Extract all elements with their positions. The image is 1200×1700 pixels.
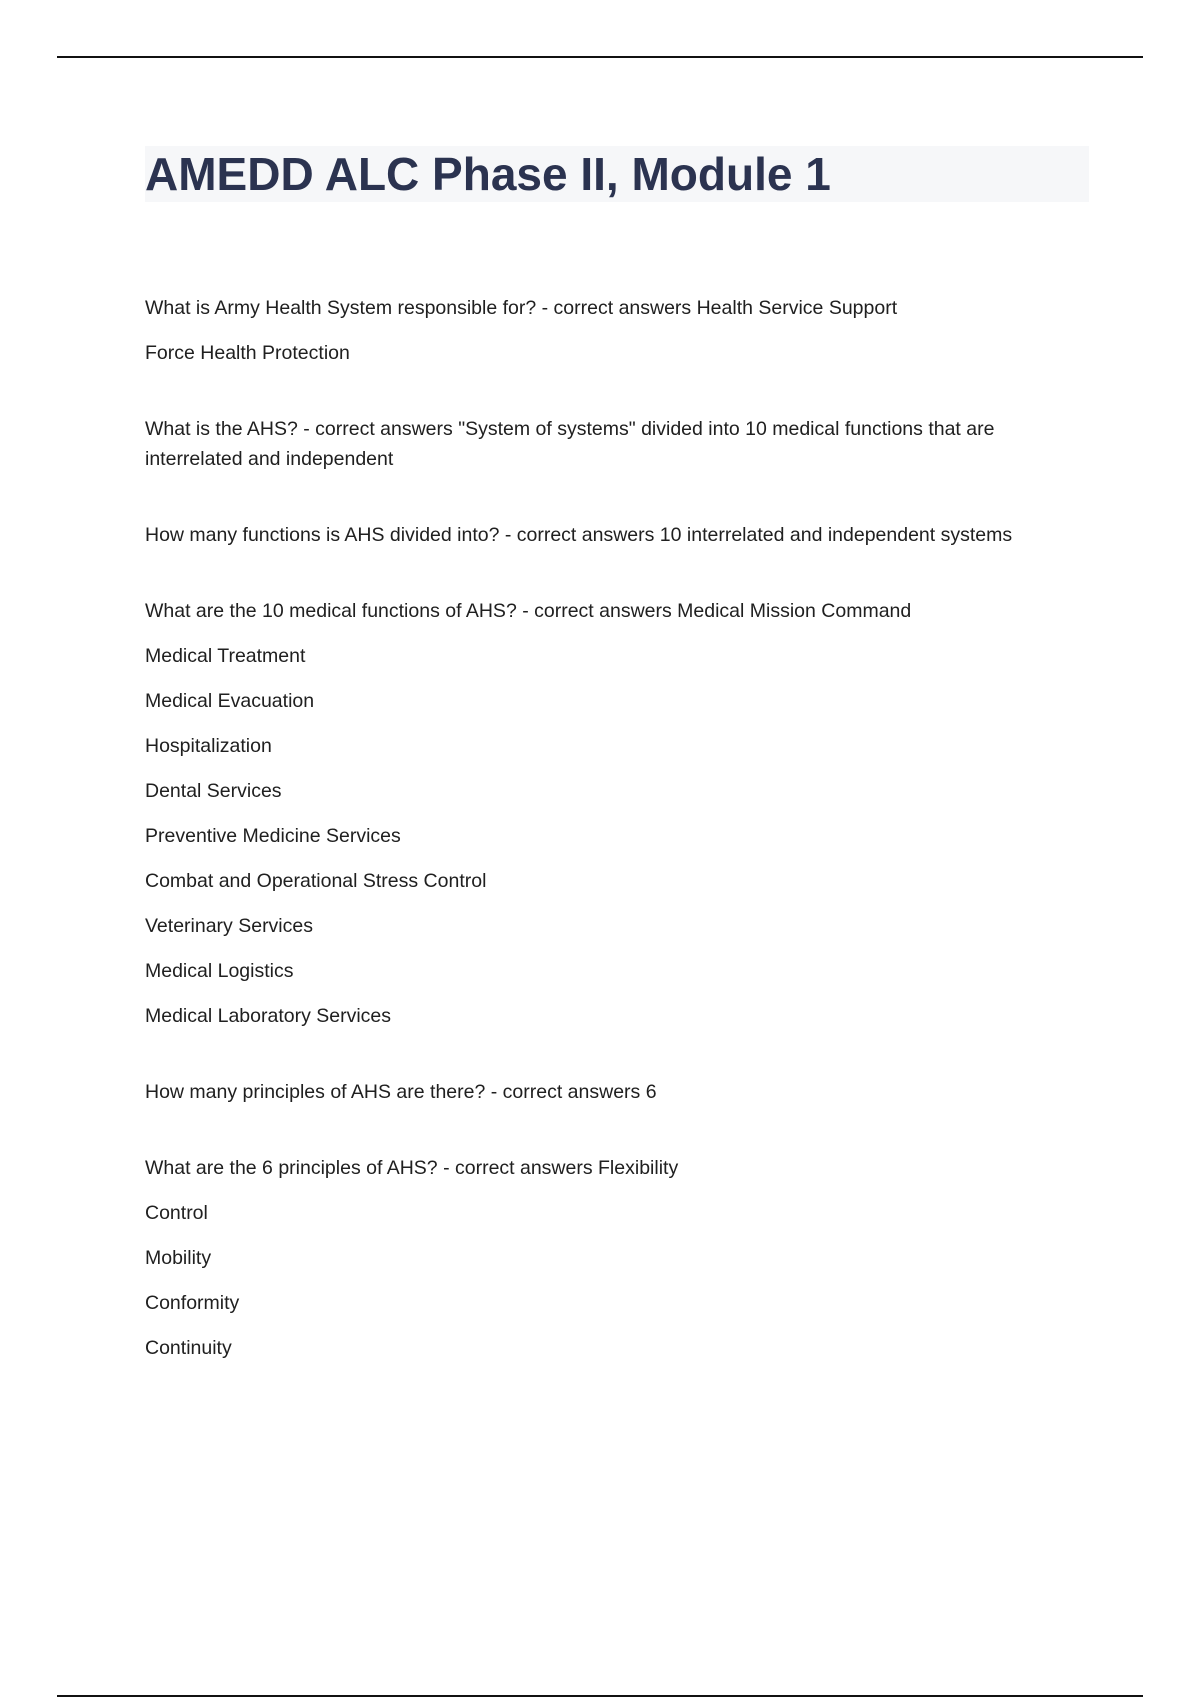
top-rule <box>57 56 1143 58</box>
qa-answer-line: Mobility <box>145 1247 212 1269</box>
bottom-rule <box>57 1695 1143 1697</box>
qa-answer-line: Hospitalization <box>145 735 272 757</box>
qa-question: How many functions is AHS divided into? - correct answers 10 interrelated and independent systems <box>145 524 1013 546</box>
qa-answer-line: Conformity <box>145 1292 240 1314</box>
qa-question: What is Army Health System responsible for? - correct answers Health Service Support <box>145 297 898 319</box>
qa-answer-line: Veterinary Services <box>145 915 313 937</box>
qa-answer-line: Medical Laboratory Services <box>145 1005 392 1027</box>
qa-answer-line: Combat and Operational Stress Control <box>145 870 487 892</box>
document-title: AMEDD ALC Phase II, Module 1 <box>145 148 831 200</box>
qa-question: What is the AHS? - correct answers "System of systems" divided into 10 medical functions that are interrelated and independent <box>145 418 995 470</box>
qa-answer-line: Dental Services <box>145 780 282 802</box>
qa-answer-line: Medical Logistics <box>145 960 294 982</box>
document-body <box>145 293 1065 1409</box>
qa-entry <box>145 520 1065 550</box>
qa-answer-line: Medical Treatment <box>145 645 306 667</box>
qa-question: What are the 6 principles of AHS? - correct answers Flexibility <box>145 1157 679 1179</box>
qa-answer-line: Force Health Protection <box>145 342 350 364</box>
qa-question: How many principles of AHS are there? - correct answers 6 <box>145 1081 657 1103</box>
qa-entry <box>145 1153 1065 1363</box>
qa-answer-line: Continuity <box>145 1337 232 1359</box>
qa-answer-line: Preventive Medicine Services <box>145 825 401 847</box>
qa-entry <box>145 1077 1065 1107</box>
qa-answer-line: Control <box>145 1202 208 1224</box>
qa-entry <box>145 596 1065 1031</box>
qa-entry <box>145 293 1065 368</box>
qa-entry <box>145 414 1065 474</box>
qa-question: What are the 10 medical functions of AHS? - correct answers Medical Mission Command <box>145 600 912 622</box>
qa-answer-line: Medical Evacuation <box>145 690 315 712</box>
